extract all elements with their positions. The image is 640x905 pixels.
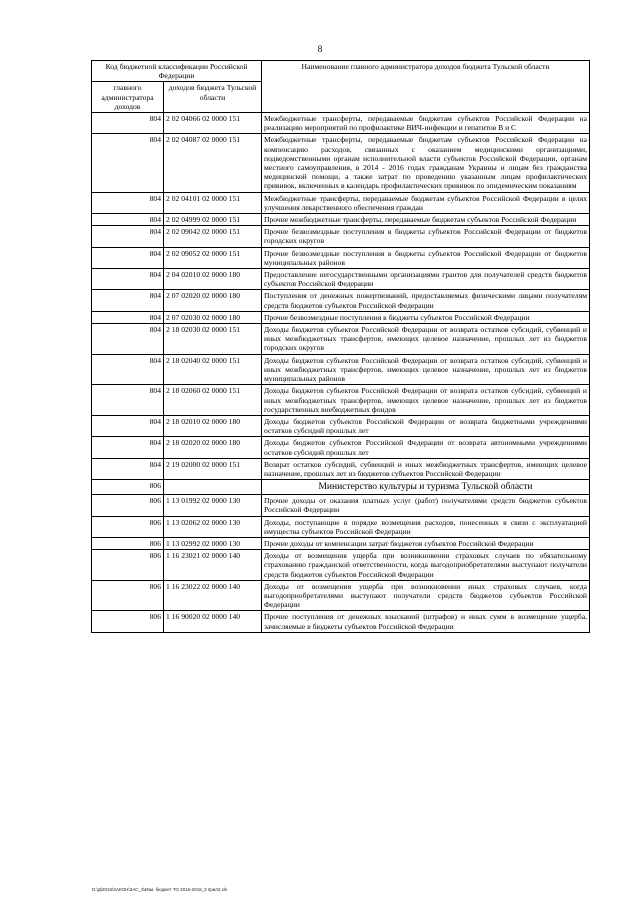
income-code-cell: 1 16 23022 02 0000 140 (164, 580, 262, 611)
income-name-cell: Межбюджетные трансферты, передаваемые бюджетам субъектов Российской Федерации на компенсацию расходов, связанных с оказанием медицинскими организациями, подведомственными органам исполнительной власти субъектов Российской Федерации, органам местного самоуправления, в 2014 - 2016 годах гражданам Украины и лицам без гражданства медицинской помощи, а также затрат по проведению указанным лицам профилактических прививок, включенных в календарь профилактических прививок по эпидемическим показаниям (262, 134, 590, 192)
table-row (92, 311, 590, 323)
table-row (92, 495, 590, 516)
income-code-cell: 2 07 02030 02 0000 180 (164, 311, 262, 323)
admin-code-cell: 804 (92, 437, 164, 458)
table-row (92, 192, 590, 213)
table-row (92, 290, 590, 311)
income-code-cell: 2 18 02020 02 0000 180 (164, 437, 262, 458)
income-code-cell: 2 02 04087 02 0000 151 (164, 134, 262, 192)
income-code-cell: 2 18 02060 02 0000 151 (164, 385, 262, 416)
income-name-cell: Прочие поступления от денежных взысканий (штрафов) и иных сумм в возмещение ущерба, зачисляемые в бюджеты субъектов Российской Федерации (262, 611, 590, 632)
revenue-administrators-table (91, 60, 590, 633)
table-row (92, 324, 590, 355)
admin-code-cell: 804 (92, 214, 164, 226)
income-code-cell: 1 13 02062 02 0000 130 (164, 516, 262, 537)
table-row (92, 269, 590, 290)
income-name-cell: Доходы бюджетов субъектов Российской Федерации от возврата автономными учреждениями остатков субсидий прошлых лет (262, 437, 590, 458)
table-row (92, 458, 590, 479)
table-row (92, 134, 590, 192)
income-column-header: доходов бюджета Тульской области (164, 82, 262, 113)
income-code-cell: 2 18 02040 02 0000 151 (164, 354, 262, 385)
income-name-cell: Прочие безвозмездные поступления в бюджеты субъектов Российской Федерации от бюджетов городских округов (262, 226, 590, 247)
income-code-cell: 1 13 01992 02 0000 130 (164, 495, 262, 516)
income-code-cell: 1 16 23021 02 0000 140 (164, 550, 262, 581)
table-row (92, 611, 590, 632)
income-name-cell: Прочие безвозмездные поступления в бюджеты субъектов Российской Федерации от бюджетов муниципальных районов (262, 247, 590, 268)
table-row (92, 247, 590, 268)
income-name-cell: Прочие безвозмездные поступления в бюджеты субъектов Российской Федерации (262, 311, 590, 323)
table-row (92, 437, 590, 458)
admin-code-cell: 804 (92, 385, 164, 416)
income-code-cell: 2 04 02010 02 0000 180 (164, 269, 262, 290)
table-row (92, 537, 590, 549)
table-row (92, 226, 590, 247)
income-name-cell: Прочие доходы от оказания платных услуг (работ) получателями средств бюджетов субъектов Российской Федерации (262, 495, 590, 516)
table-row (92, 385, 590, 416)
income-name-cell: Прочие доходы от компенсации затрат бюджетов субъектов Российской Федерации (262, 537, 590, 549)
income-name-cell: Поступления от денежных пожертвований, предоставляемых физическими лицами получателям средств бюджетов субъектов Российской Федерации (262, 290, 590, 311)
page-number: 8 (317, 44, 323, 54)
income-code-cell (164, 480, 262, 495)
admin-code-cell: 804 (92, 226, 164, 247)
admin-code-cell: 804 (92, 290, 164, 311)
income-code-cell: 1 16 90020 02 0000 140 (164, 611, 262, 632)
admin-code-cell: 804 (92, 192, 164, 213)
code-group-header: Код бюджетной классификации Российской Федерации (92, 61, 262, 82)
table-row (92, 516, 590, 537)
table-row (92, 113, 590, 134)
admin-code-cell: 806 (92, 495, 164, 516)
admin-code-cell: 804 (92, 311, 164, 323)
income-code-cell: 2 19 02000 02 0000 151 (164, 458, 262, 479)
income-name-cell: Доходы бюджетов субъектов Российской Федерации от возврата остатков субсидий, субвенций и иных межбюджетных трансфертов, имеющих целевое назначение, прошлых лет из бюджетов государственных внебюджетных фондов (262, 385, 590, 416)
table-row (92, 354, 590, 385)
income-code-cell: 2 02 09052 02 0000 151 (164, 247, 262, 268)
admin-code-cell: 806 (92, 550, 164, 581)
admin-code-cell: 804 (92, 458, 164, 479)
income-name-cell: Прочие межбюджетные трансферты, передаваемые бюджетам субъектов Российской Федерации (262, 214, 590, 226)
table-row (92, 214, 590, 226)
income-code-cell: 2 18 02010 02 0000 180 (164, 415, 262, 436)
income-name-cell: Предоставление негосударственными организациями грантов для получателей средств бюджетов субъектов Российской Федерации (262, 269, 590, 290)
admin-code-cell: 806 (92, 480, 164, 495)
income-name-cell: Доходы, поступающие в порядке возмещения расходов, понесенных в связи с эксплуатацией имущества субъектов Российской Федерации (262, 516, 590, 537)
ministry-row (92, 480, 590, 495)
income-name-cell: Доходы бюджетов субъектов Российской Федерации от возврата остатков субсидий, субвенций и иных межбюджетных трансфертов, имеющих целевое назначение, прошлых лет из бюджетов муниципальных районов (262, 354, 590, 385)
admin-code-cell: 804 (92, 269, 164, 290)
admin-code-cell: 804 (92, 134, 164, 192)
income-code-cell: 2 18 02030 02 0000 151 (164, 324, 262, 355)
income-name-cell: Доходы от возмещения ущерба при возникновении страховых случаев по обязательному страхованию гражданской ответственности, когда выгодоприобретателями выступают получатели средств бюджетов субъектов Российской Федерации (262, 550, 590, 581)
income-name-cell: Доходы от возмещения ущерба при возникновении иных страховых случаев, когда выгодоприобретателями выступают получатели средств бюджетов субъектов Российской Федерации (262, 580, 590, 611)
table-row (92, 580, 590, 611)
table-row (92, 415, 590, 436)
admin-code-cell: 804 (92, 324, 164, 355)
income-name-cell: Межбюджетные трансферты, передаваемые бюджетам субъектов Российской Федерации в целях улучшения лекарственного обеспечения граждан (262, 192, 590, 213)
header-row-1 (92, 61, 590, 82)
income-name-cell: Доходы бюджетов субъектов Российской Федерации от возврата бюджетными учреждениями остатков субсидий прошлых лет (262, 415, 590, 436)
income-code-cell: 2 02 09042 02 0000 151 (164, 226, 262, 247)
admin-code-cell: 806 (92, 537, 164, 549)
income-code-cell: 2 02 04999 02 0000 151 (164, 214, 262, 226)
table-body (92, 113, 590, 633)
file-path-footer: D:\Д\2016\ЗАКОН\ЗАС_3\Изм. бюджет ТО 2016-2018_3 прил2.xls (92, 887, 228, 892)
admin-code-cell: 806 (92, 516, 164, 537)
income-name-cell: Межбюджетные трансферты, передаваемые бюджетам субъектов Российской Федерации на реализацию мероприятий по профилактике ВИЧ-инфекции и гепатитов B и C (262, 113, 590, 134)
admin-code-cell: 804 (92, 247, 164, 268)
table-row (92, 550, 590, 581)
income-name-cell: Возврат остатков субсидий, субвенций и иных межбюджетных трансфертов, имеющих целевое назначение, прошлых лет из бюджетов субъектов Российской Федерации (262, 458, 590, 479)
income-code-cell: 2 02 04101 02 0000 151 (164, 192, 262, 213)
income-code-cell: 2 02 04066 02 0000 151 (164, 113, 262, 134)
admin-code-cell: 806 (92, 580, 164, 611)
income-code-cell: 2 07 02020 02 0000 180 (164, 290, 262, 311)
ministry-title: Министерство культуры и туризма Тульской области (262, 480, 590, 495)
income-name-cell: Доходы бюджетов субъектов Российской Федерации от возврата остатков субсидий, субвенций и иных межбюджетных трансфертов, имеющих целевое назначение, прошлых лет из бюджетов городских округов (262, 324, 590, 355)
admin-code-cell: 804 (92, 415, 164, 436)
income-code-cell: 1 13 02992 02 0000 130 (164, 537, 262, 549)
admin-code-cell: 804 (92, 113, 164, 134)
name-column-header: Наименование главного администратора доходов бюджета Тульской области (262, 61, 590, 113)
admin-code-cell: 804 (92, 354, 164, 385)
admin-code-cell: 806 (92, 611, 164, 632)
admin-column-header: главного администратора доходов (92, 82, 164, 113)
